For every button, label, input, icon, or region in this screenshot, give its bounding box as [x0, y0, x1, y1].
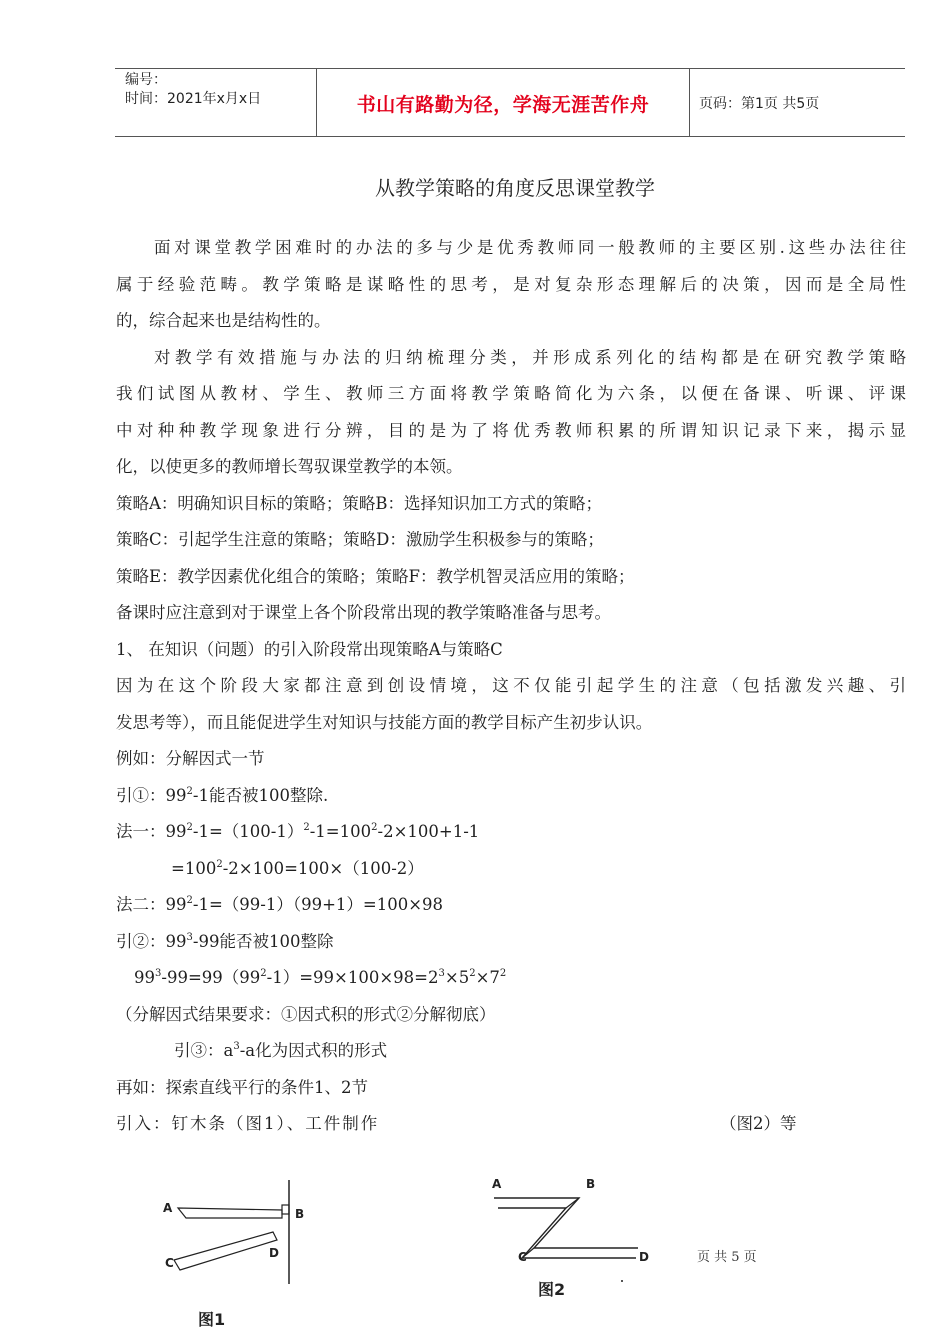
figure-1 [158, 1172, 308, 1332]
figure-2-label: D [639, 1250, 649, 1264]
section-heading: 1、 在知识（问题）的引入阶段常出现策略A与策略C [116, 639, 503, 659]
math-text: -1能否被100整除. [192, 785, 329, 805]
math-text: -1=100 [309, 822, 372, 841]
math-text: 引③：a [174, 1041, 234, 1060]
example-intro: 例如：分解因式一节 [116, 749, 265, 768]
figure-2-caption: 图2 [538, 1280, 566, 1299]
figure-2-joint [566, 1198, 579, 1208]
math-text: -2×100=100×（100-2） [222, 858, 424, 878]
paragraph-line: 发思考等），而且能促进学生对知识与技能方面的教学目标产生初步认识。 [116, 712, 653, 732]
figure-1-joint [282, 1205, 289, 1214]
header-motto: 书山有路勤为径，学海无涯苦作舟 [356, 94, 650, 116]
paragraph-line: 化，以使更多的教师增长驾驭课堂教学的本领。 [116, 457, 463, 476]
math-text: 引②：99 [116, 931, 187, 951]
math-text: -a化为因式积的形式 [239, 1041, 388, 1060]
math-exponent: 2 [186, 785, 193, 797]
document-title: 从教学策略的角度反思课堂教学 [375, 176, 655, 200]
math-text: -99能否被100整除 [192, 931, 334, 951]
figure-2-label: A [492, 1177, 502, 1191]
math-exponent: 2 [216, 858, 223, 870]
math-text: -99=99（99 [161, 968, 261, 987]
math-text: ×5 [444, 968, 470, 987]
figure-1-label: B [295, 1207, 305, 1221]
math-exponent: 3 [233, 1041, 240, 1052]
math-text: 法一：99 [116, 822, 187, 841]
math-exponent: 2 [371, 822, 378, 833]
strategy-line: 策略A：明确知识目标的策略；策略B：选择知识加工方式的策略； [116, 493, 603, 513]
math-text: ×7 [475, 968, 500, 987]
math-line [116, 1033, 906, 1070]
figure-1-label: A [163, 1201, 173, 1215]
math-exponent: 2 [303, 822, 310, 833]
page-header [115, 68, 905, 137]
figure-2 [486, 1170, 656, 1300]
paragraph-line: 对教学有效措施与办法的归纳梳理分类，并形成系列化的结构都是在研究教学策略 [154, 347, 906, 367]
math-text: -2×100+1-1 [377, 822, 480, 841]
intro-figure-ref: （图2）等 [720, 1114, 797, 1133]
figure-1-label: D [269, 1246, 279, 1260]
requirement-note: （分解因式结果要求：①因式积的形式②分解彻底） [116, 1004, 496, 1024]
figure-2-label: B [586, 1177, 596, 1191]
math-line [116, 851, 906, 888]
math-exponent: 2 [469, 968, 476, 979]
math-text: -1=（99-1）（99+1）=100×98 [192, 895, 444, 914]
paragraph-line: 因为在这个阶段大家都注意到创设情境，这不仅能引起学生的注意（包括激发兴趣、引 [116, 676, 906, 695]
document-time-label: 时间：2021年x月x日 [125, 91, 262, 107]
page-footer: 页 共 5 页 [697, 1250, 757, 1265]
math-exponent: 2 [186, 822, 193, 833]
figure-2-z-outline-top [494, 1198, 638, 1248]
math-exponent: 3 [186, 931, 193, 943]
math-text: =100 [171, 858, 217, 878]
math-exponent: 3 [155, 968, 162, 979]
math-line [116, 924, 906, 961]
paragraph-line: 我们试图从教材、学生、教师三方面将教学策略简化为六条，以便在备课、听课、评课 [116, 384, 906, 403]
figure-1-top-strip [178, 1208, 282, 1218]
header-page-info: 页码：第1页 共5页 [699, 96, 820, 112]
math-line [116, 814, 906, 851]
math-line [116, 960, 906, 997]
math-text: -1）=99×100×98=2 [266, 968, 439, 987]
math-exponent: 2 [186, 895, 193, 906]
math-text: 法二：99 [116, 895, 187, 914]
document-number-label: 编号： [125, 72, 167, 88]
strategy-line: 策略C：引起学生注意的策略；策略D：激励学生积极参与的策略； [116, 530, 604, 549]
math-line [116, 778, 906, 815]
figure-2-label: C [518, 1250, 527, 1264]
figure-1-slanted-strip [174, 1232, 277, 1270]
paragraph-line: 中对种种教学现象进行分辨，目的是为了将优秀教师积累的所谓知识记录下来，揭示显 [116, 420, 906, 440]
math-exponent: 3 [438, 968, 445, 979]
math-text: 引①：99 [116, 785, 187, 805]
strategy-line: 策略E：教学因素优化组合的策略；策略F：教学机智灵活应用的策略； [116, 566, 635, 586]
paragraph-line: 的，综合起来也是结构性的。 [116, 311, 331, 330]
document-body [116, 230, 906, 1143]
math-exponent: 2 [260, 968, 267, 979]
math-exponent: 2 [499, 968, 507, 979]
intro-line [116, 1106, 906, 1143]
figure-1-label: C [165, 1256, 174, 1270]
example-intro: 再如：探索直线平行的条件1、2节 [116, 1077, 368, 1097]
paragraph-line: 面对课堂教学困难时的办法的多与少是优秀教师同一般教师的主要区别.这些办法往往 [154, 238, 906, 257]
math-text: -1=（100-1） [192, 822, 304, 841]
header-meta [125, 71, 261, 109]
prep-note: 备课时应注意到对于课堂上各个阶段常出现的教学策略准备与思考。 [116, 603, 611, 622]
figure-1-caption: 图1 [198, 1310, 226, 1329]
intro-text: 引入：钉木条（图1）、工件制作 [116, 1114, 380, 1133]
math-line [116, 887, 906, 924]
header-divider [689, 69, 690, 136]
math-text: 99 [134, 968, 155, 987]
paragraph-line: 属于经验范畴。教学策略是谋略性的思考，是对复杂形态理解后的决策，因而是全局性 [116, 274, 906, 294]
stray-dot [621, 1280, 623, 1282]
